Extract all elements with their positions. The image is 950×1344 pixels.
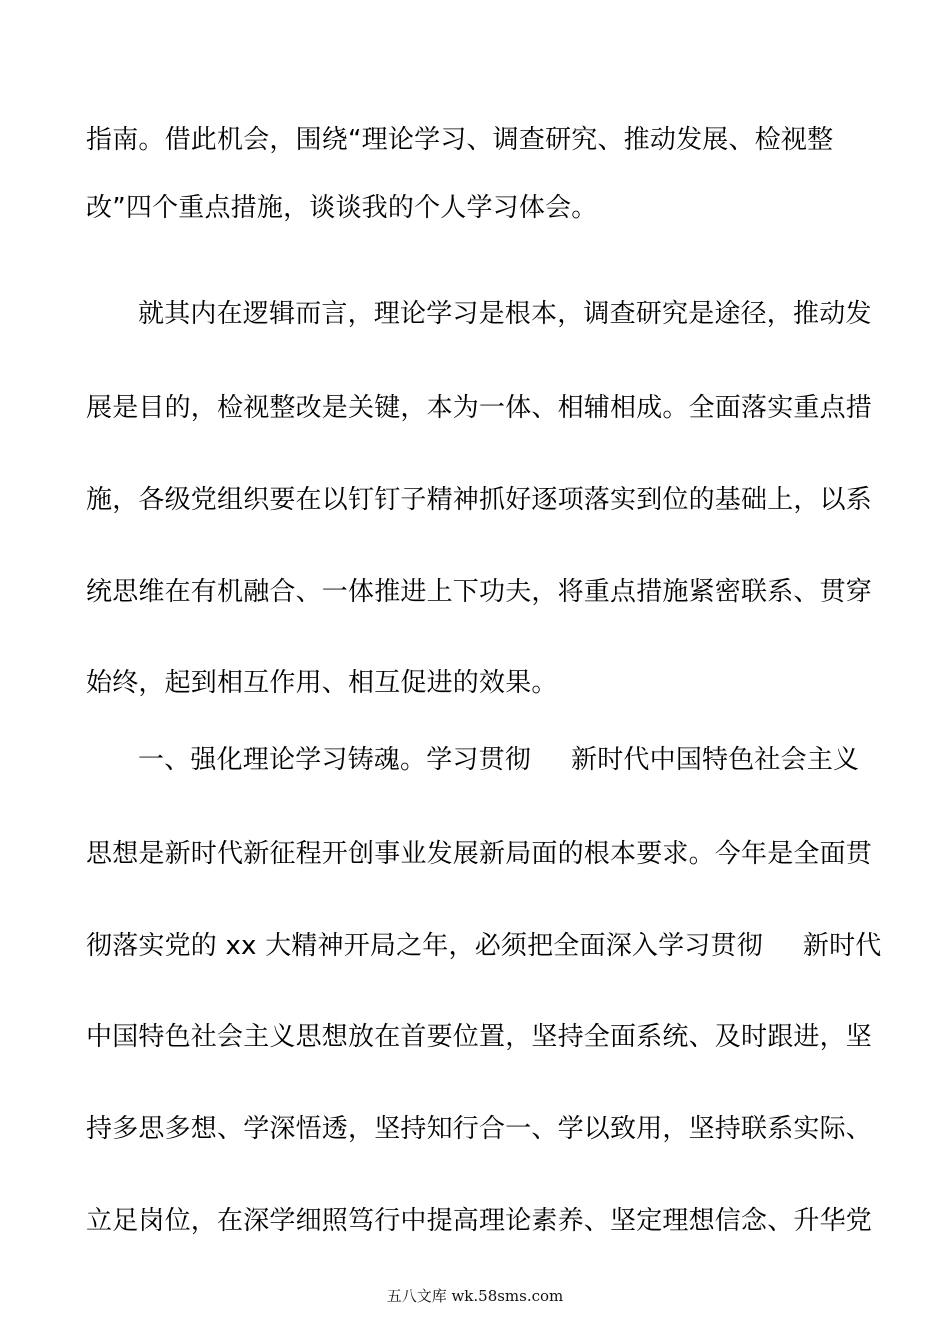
text-line: 指南。借此机会，围绕“理论学习、调查研究、推动发展、检视整 — [86, 125, 834, 155]
text-line — [138, 743, 866, 777]
text-line: 立足岗位，在深学细照笃行中提高理论素养、坚定理想信念、升华党 — [86, 1206, 873, 1236]
text-line: 始终，起到相互作用、相互促进的效果。 — [86, 668, 558, 698]
text-fragment: 新时代中国特色社会主义 — [571, 745, 860, 775]
text-fragment: 新时代 — [802, 931, 882, 961]
footer-watermark: 五八文库 wk.58sms.com — [386, 1287, 564, 1305]
text-line: 持多思多想、学深悟透，坚持知行合一、学以致用，坚持联系实际、 — [86, 1114, 873, 1144]
text-line: 施，各级党组织要在以钉钉子精神抓好逐项落实到位的基础上，以系 — [86, 485, 873, 515]
text-line: 就其内在逻辑而言，理论学习是根本，调查研究是途径，推动发 — [138, 299, 872, 329]
text-line: 思想是新时代新征程开创事业发展新局面的根本要求。今年是全面贯 — [86, 839, 873, 869]
text-fragment: 一、强化理论学习铸魂。学习贯彻 — [138, 745, 532, 775]
text-fragment: 彻落实党的 xx 大精神开局之年，必须把全面深入学习贯彻 — [86, 931, 763, 961]
text-line: 中国特色社会主义思想放在首要位置，坚持全面系统、及时跟进，坚 — [86, 1022, 873, 1052]
text-line: 统思维在有机融合、一体推进上下功夫，将重点措施紧密联系、贯穿 — [86, 577, 873, 607]
text-line — [86, 929, 882, 963]
text-line: 改”四个重点措施，谈谈我的个人学习体会。 — [86, 193, 598, 223]
text-line: 展是目的，检视整改是关键，本为一体、相辅相成。全面落实重点措 — [86, 393, 873, 423]
